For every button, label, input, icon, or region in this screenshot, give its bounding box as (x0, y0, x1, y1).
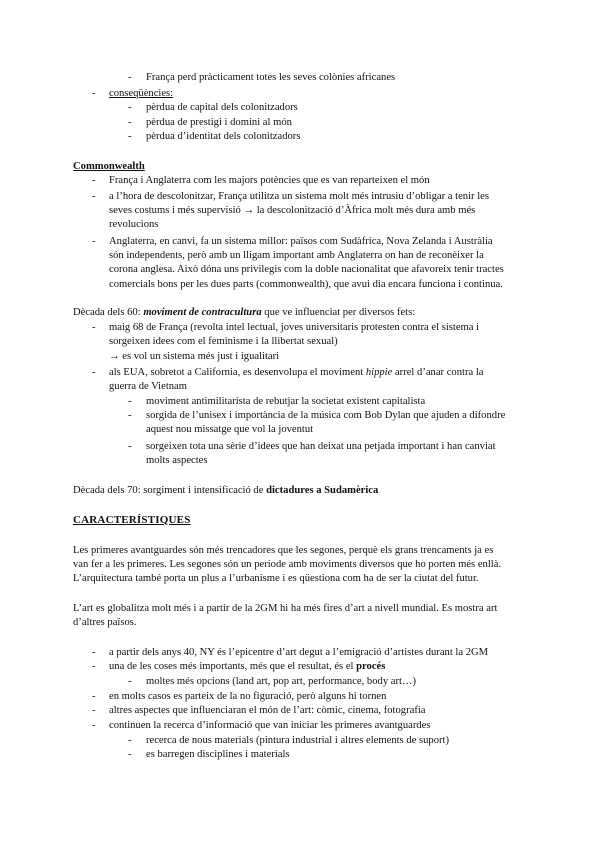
list-item-cont: comercials bons per les dues parts (commonwealth), que avui dia encara funciona i continua. (109, 279, 503, 290)
paragraph-line: van fer a les primeres. Les segones són un període amb moviments diversos que ho porten més enllà. (73, 559, 502, 570)
list-item-cont: són independents, però amb un lligam important amb Anglaterra on han de reconèixer la (109, 250, 484, 261)
list-item: altres aspectes que influenciaran el món de l’art: còmic, cinema, fotografia (109, 705, 426, 716)
list-item: sorgeixen tota una sèrie d’idees que han deixat una petjada important i han canviat (146, 441, 496, 452)
list-item: als EUA, sobretot a California, es desenvolupa el moviment hippie arrel d’anar contra la (109, 367, 484, 378)
bullet-dash: - (128, 131, 132, 142)
list-item-cont: aquest nou missatge que vol la joventut (146, 424, 314, 435)
bullet-dash: - (128, 117, 132, 128)
bold-term: dictadures a Sudamèrica (266, 485, 379, 496)
list-item: una de les coses més importants, més que el resultat, és el procés (109, 661, 386, 672)
bold-term: procés (356, 661, 386, 672)
bold-term: moviment de contracultura (143, 307, 262, 318)
bullet-dash: - (128, 396, 132, 407)
list-item: conseqüències: (109, 88, 174, 99)
list-item: a l’hora de descolonitzar, França utilitza un sistema molt més intrusiu d’obligar a tenir les (109, 191, 489, 202)
bullet-dash: - (128, 676, 132, 687)
paragraph-line: L’arquitectura també porta un plus a l’urbanisme i es qüestiona com ha de ser la ciutat del futur. (73, 573, 479, 584)
list-item: continuen la recerca d’informació que van iniciar les primeres avantguardes (109, 720, 431, 731)
list-item: recerca de nous materials (pintura industrial i altres elements de suport) (146, 735, 449, 746)
bullet-dash: - (128, 410, 132, 421)
list-item-cont: seves costums i més supervisió → la descolonització d’Àfrica molt més dura amb més (109, 205, 476, 216)
list-item: a partir dels anys 40, NY és l’epicentre d’art degut a l’emigració d’artistes durant la 2GM (109, 647, 489, 658)
list-item: Anglaterra, en canvi, fa un sistema millor: països com Sudàfrica, Nova Zelanda i Austràlia (109, 236, 493, 247)
list-item: pèrdua de capital dels colonitzadors (146, 102, 298, 113)
bullet-dash: - (128, 441, 132, 452)
bullet-dash: - (92, 236, 96, 247)
bullet-dash: - (128, 72, 132, 83)
bullet-dash: - (92, 367, 96, 378)
bullet-dash: - (92, 88, 96, 99)
bullet-dash: - (128, 102, 132, 113)
list-item: França perd pràcticament totes les seves colònies africanes (146, 72, 396, 83)
list-item-cont: guerra de Vietnam (109, 381, 187, 392)
bullet-dash: - (92, 322, 96, 333)
list-item-cont: revolucions (109, 219, 159, 230)
list-item-cont: sorgeixen idees com el feminisme i la llibertat sexual) (109, 336, 338, 347)
bullet-dash: - (128, 749, 132, 760)
list-item: maig 68 de França (revolta intel lectual, joves universitaris protesten contra el sistema i (109, 322, 480, 333)
paragraph-line: d’altres països. (73, 617, 137, 628)
list-item-cont: corona anglesa. Això dóna uns privilegis com la doble nacionalitat que afavoreix tenir tractes (109, 264, 504, 275)
bullet-dash: - (92, 661, 96, 672)
list-item: pèrdua de prestigi i domini al món (146, 117, 292, 128)
list-item: es barregen disciplines i materials (146, 749, 290, 760)
bullet-dash: - (92, 647, 96, 658)
paragraph-line: Les primeres avantguardes són més trencadores que les segones, perquè els grans trencaments ja es (73, 545, 494, 556)
list-item-cont: molts aspectes (146, 455, 208, 466)
list-item-cont: → es vol un sistema més just i igualitari (109, 351, 280, 362)
bullet-dash: - (92, 191, 96, 202)
bullet-dash: - (92, 705, 96, 716)
paragraph: Dècada dels 70: sorgiment i intensificació de dictadures a Sudamèrica (73, 485, 379, 496)
list-item: França i Anglaterra com les majors potències que es van reparteixen el món (109, 175, 430, 186)
bullet-dash: - (128, 735, 132, 746)
bullet-dash: - (92, 720, 96, 731)
list-item: en molts casos es parteix de la no figuració, però alguns hi tornen (109, 691, 387, 702)
bullet-dash: - (92, 175, 96, 186)
section-heading: CARACTERÍSTIQUES (73, 514, 191, 526)
list-item: pèrdua d’identitat dels colonitzadors (146, 131, 301, 142)
paragraph: Dècada dels 60: moviment de contracultura que ve influenciat per diversos fets: (73, 307, 416, 318)
list-item: moviment antimilitarista de rebutjar la societat existent capitalista (146, 396, 426, 407)
list-item: moltes més opcions (land art, pop art, performance, body art…) (146, 676, 417, 687)
paragraph-line: L’art es globalitza molt més i a partir de la 2GM hi ha més fires d’art a nivell mundial. Es mostra art (73, 603, 498, 614)
bullet-dash: - (92, 691, 96, 702)
section-heading: Commonwealth (73, 161, 145, 172)
list-item: sorgida de l’unisex i importància de la música com Bob Dylan que ajuden a difondre (146, 410, 506, 421)
